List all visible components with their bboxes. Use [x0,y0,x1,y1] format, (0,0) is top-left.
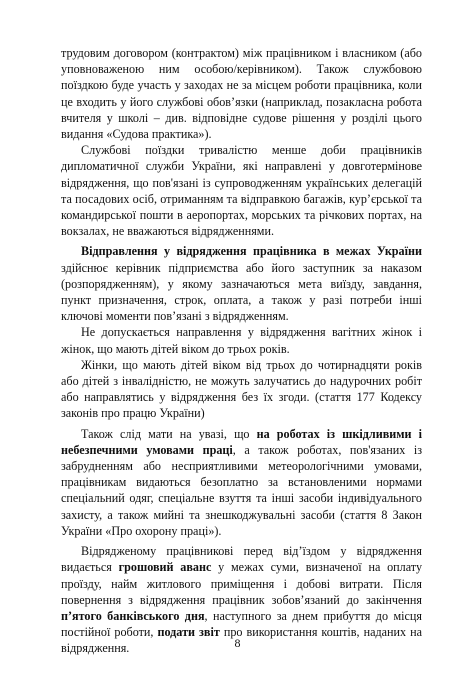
page-number: 8 [234,636,241,650]
paragraph-p4 [61,324,422,356]
text-run: Відрядженому працівникові перед від’їздом у відрядження видається [61,544,422,575]
text-run: трудовим договором (контрактом) між працівником і власником (або уповноваженою ним особою/керівником). Також службовою поїздкою буде участь у заходах не за місцем роботи працівника, коли це входить у його службові обов’язки (наприклад, позакласна робота вчителя у школі – див. відповідне судове рішення у розділі цього видання «Судова практика»). [61,46,422,142]
document-page [61,45,422,657]
paragraph-p5 [61,357,422,422]
text-run: , наступного за днем прибуття до місця постійної роботи, [61,608,422,640]
text-run: у межах суми, визначеної на оплату проїзду, найм житлового приміщення і добові витрати. Після повернення з відрядження працівник зобов’язаний до закінчення [61,560,423,607]
bold-text-run: Відправлення у відрядження працівника в межах України [81,244,422,259]
text-run: , а також роботах, пов'язаних із забрудненням або несприятливими метеорологічними умовами, працівникам видаються безоплатно за встановленими нормами спеціальний одяг, спеціальне взуття та інші засоби індивідуального захисту, а також мийні та знешкоджувальні засоби (стаття 8 Закон України «Про охорону праці»). [61,442,422,538]
bold-text-run: подати звіт [157,625,220,640]
paragraph-p1 [61,45,422,142]
bold-text-run: грошовий аванс [118,560,212,575]
text-run: Жінки, що мають дітей віком від трьох до чотирнадцяти років або дітей з інвалідністю, не можуть залучатись до надурочних робіт або направлятись у відрядження без їх згоди. (стаття 177 Кодексу законів про працю України) [61,357,422,421]
text-run: про використання коштів, наданих на відрядження. [61,625,422,656]
paragraph-p2 [61,142,422,239]
bold-text-run: на роботах із шкідливими і небезпечними умовами праці [61,426,423,457]
text-run: Службові поїздки тривалістю менше доби працівників дипломатичної служби України, які направлені у довготермінове відрядження, що пов'язані із супроводженням українських делегацій та посадових осіб, отриманням та відправкою багажів, кур’єрської та командирської пошти в аеропортах, морських та річкових портах, на вокзалах, не вважаються відрядженнями. [61,143,422,239]
paragraph-p3 [61,243,422,324]
bold-text-run: п’ятого банківського дня [61,608,205,623]
text-run: Не допускається направлення у відрядження вагітних жінок і жінок, що мають дітей віком до трьох років. [61,325,422,356]
text-run: Також слід мати на увазі, що [81,426,257,441]
text-run: здійснює керівник підприємства або його заступник за наказом (розпорядженням), у якому зазначаються мета виїзду, завдання, пункт призначення, строк, оплата, а також у разі потреби інші ключові моменти пов’язані з відрядженням. [61,260,422,324]
paragraph-p6 [61,426,422,539]
